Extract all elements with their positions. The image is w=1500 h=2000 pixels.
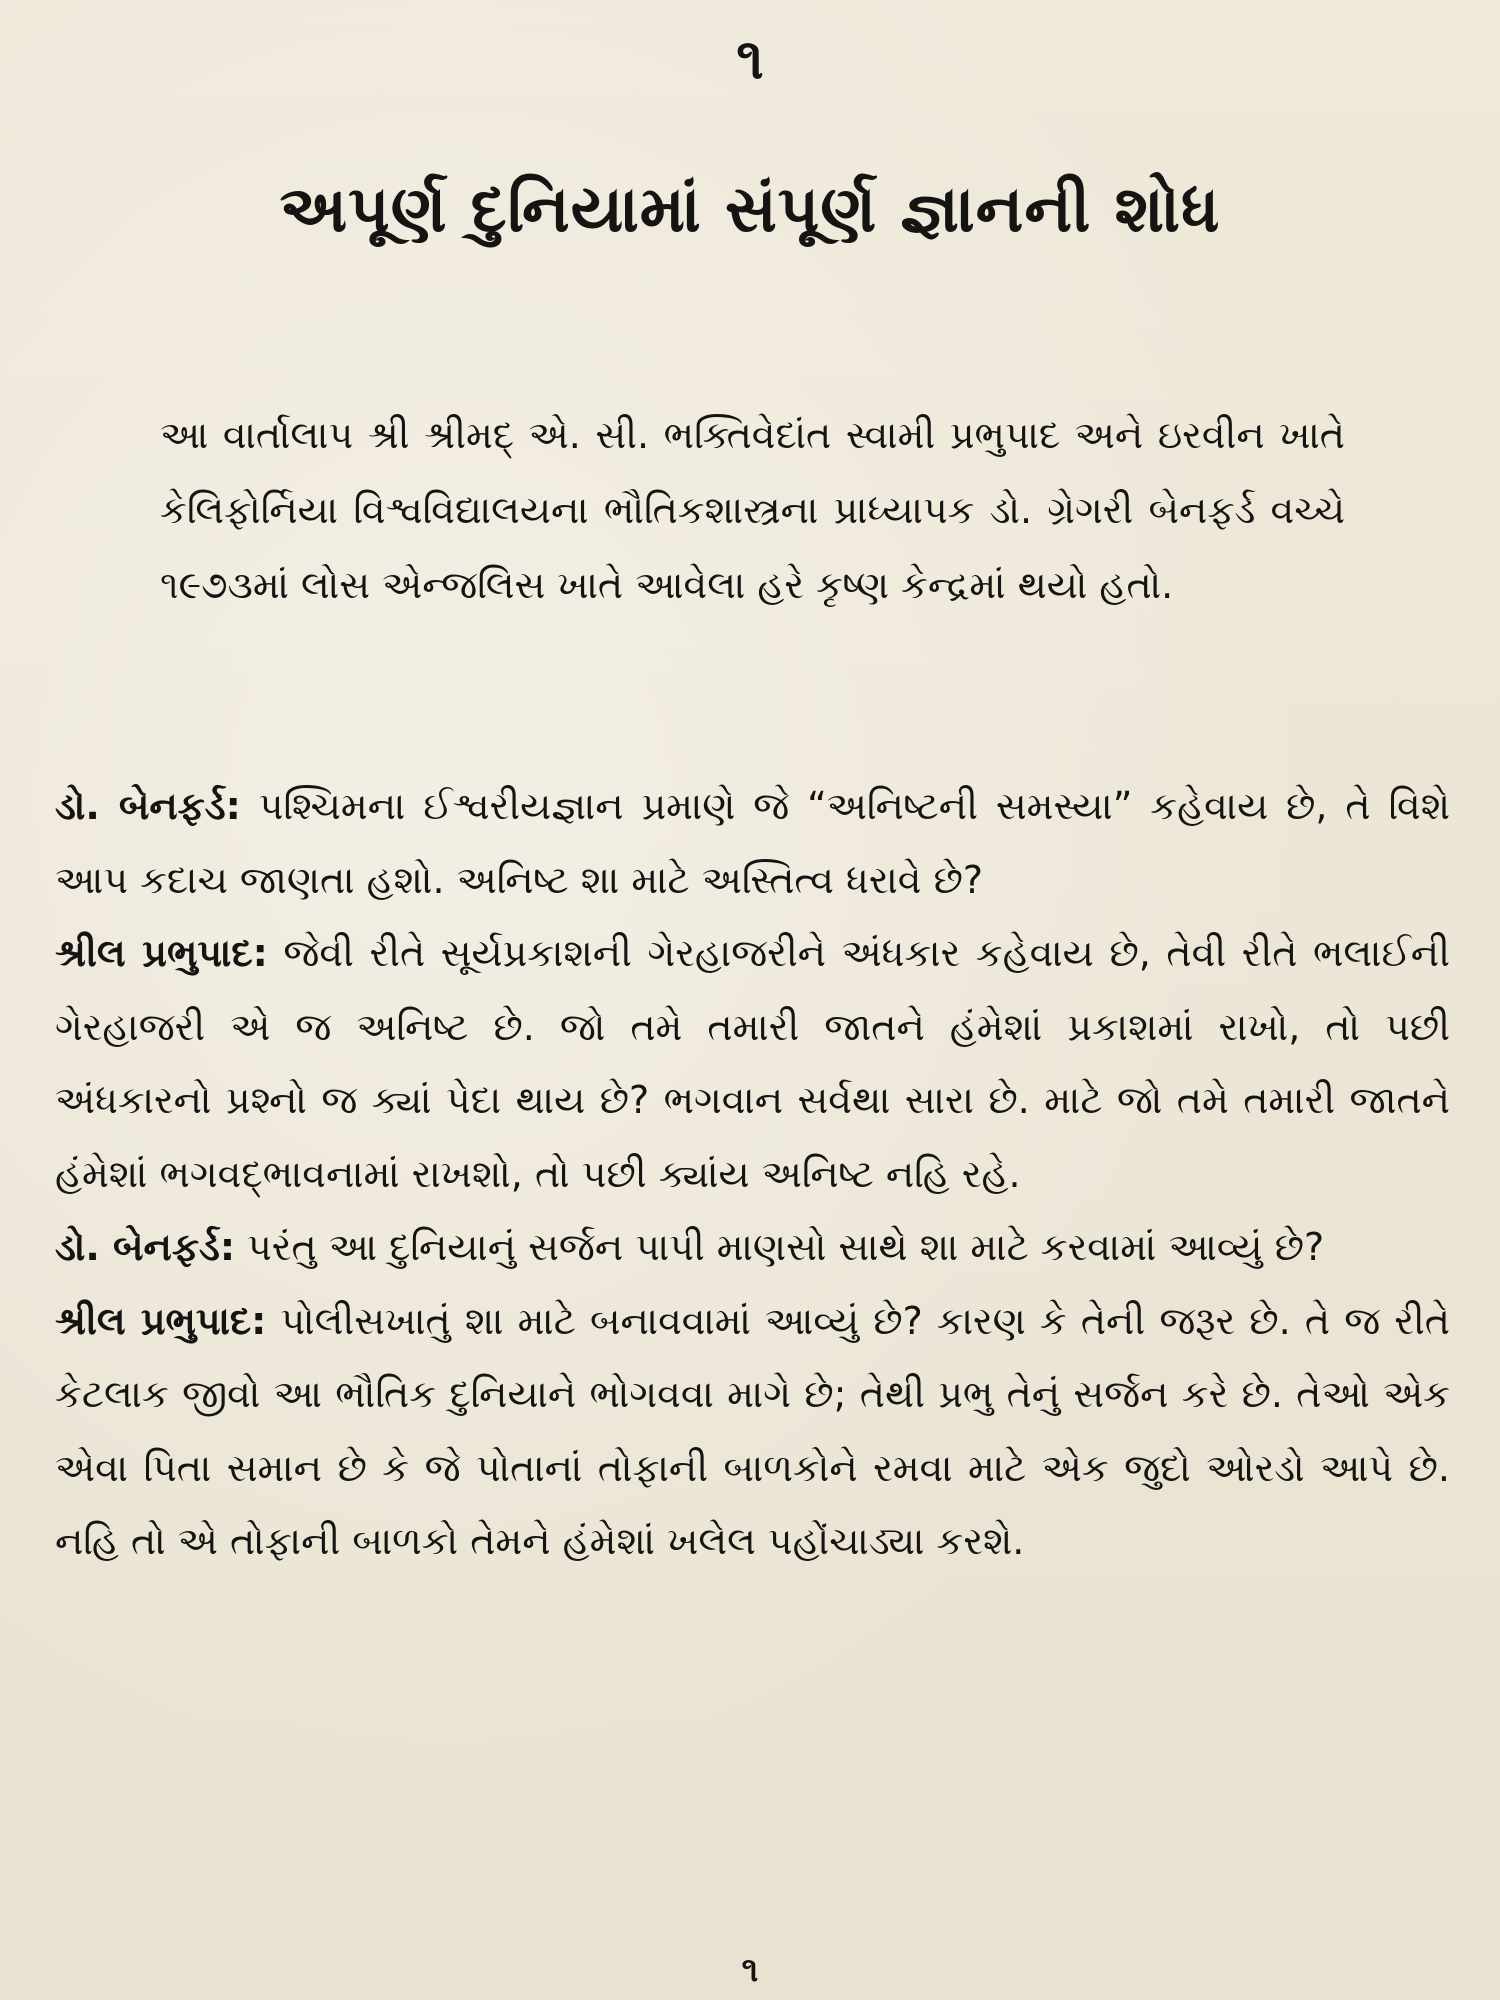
- chapter-title: અપૂર્ણ દુનિયામાં સંપૂર્ણ જ્ઞાનની શોધ: [279, 173, 1221, 247]
- speaker-label: ડો. બેનફર્ડ:: [55, 784, 241, 828]
- dialogue-text: જેવી રીતે સૂર્યપ્રકાશની ગેરહાજરીને અંધકાર કહેવાય છે, તેવી રીતે ભલાઈની ગેરહાજરી એ જ અનિષ્ટ છે. જો તમે તમારી જાતને હંમેશાં પ્રકાશમાં રાખો, તો પછી અંધકારનો પ્રશ્નો જ ક્યાં પેદા થાય છે? ભગવાન સર્વથા સારા છે. માટે જો તમે તમારી જાતને હંમેશાં ભગવદ્‍ભાવનામાં રાખશો, તો પછી ક્યાંય અનિષ્ટ નહિ રહે.: [55, 931, 1450, 1196]
- page-number: ૧: [741, 1950, 759, 1990]
- dialogue: [55, 770, 1450, 1579]
- speaker-label: ડો. બેનફર્ડ:: [55, 1225, 236, 1269]
- dialogue-paragraph: [55, 1211, 1450, 1285]
- speaker-label: શ્રીલ પ્રભુપાદ:: [55, 1298, 267, 1343]
- dialogue-text: પરંતુ આ દુનિયાનું સર્જન પાપી માણસો સાથે શા માટે કરવામાં આવ્યું છે?: [247, 1225, 1325, 1269]
- speaker-label: શ્રીલ પ્રભુપાદ:: [55, 931, 268, 975]
- dialogue-text: પશ્ચિમના ઈશ્વરીયજ્ઞાન પ્રમાણે જે “અનિષ્ટની સમસ્યા” કહેવાય છે, તે વિશે આપ કદાચ જાણતા હશો. અનિષ્ટ શા માટે અસ્તિત્વ ધરાવે છે?: [55, 784, 1450, 902]
- dialogue-paragraph: [55, 1285, 1450, 1579]
- dialogue-text: પોલીસખાતું શા માટે બનાવવામાં આવ્યું છે? કારણ કે તેની જરૂર છે. તે જ રીતે કેટલાક જીવો આ ભૌતિક દુનિયાને ભોગવવા માગે છે; તેથી પ્રભુ તેનું સર્જન કરે છે. તેઓ એક એવા પિતા સમાન છે કે જે પોતાનાં તોફાની બાળકોને રમવા માટે એક જુદો ઓરડો આપે છે. નહિ તો એ તોફાની બાળકો તેમને હંમેશાં ખલેલ પહોંચાડ્યા કરશે.: [55, 1298, 1450, 1563]
- dialogue-paragraph: [55, 770, 1450, 917]
- intro-paragraph: આ વાર્તાલાપ શ્રી શ્રીમદ્‍ એ. સી. ભક્તિવેદાંત સ્વામી પ્રભુપાદ અને ઇરવીન ખાતે કેલિફોર્નિયા વિશ્વવિદ્યાલયના ભૌતિકશાસ્ત્રના પ્રાધ્યાપક ડો. ગ્રેગરી બેનફર્ડ વચ્ચે ૧૯૭૩માં લોસ એન્જલિસ ખાતે આવેલા હરે કૃષ્ણ કેન્દ્રમાં થયો હતો.: [160, 413, 1345, 607]
- chapter-number: ૧: [736, 27, 764, 92]
- dialogue-paragraph: [55, 917, 1450, 1211]
